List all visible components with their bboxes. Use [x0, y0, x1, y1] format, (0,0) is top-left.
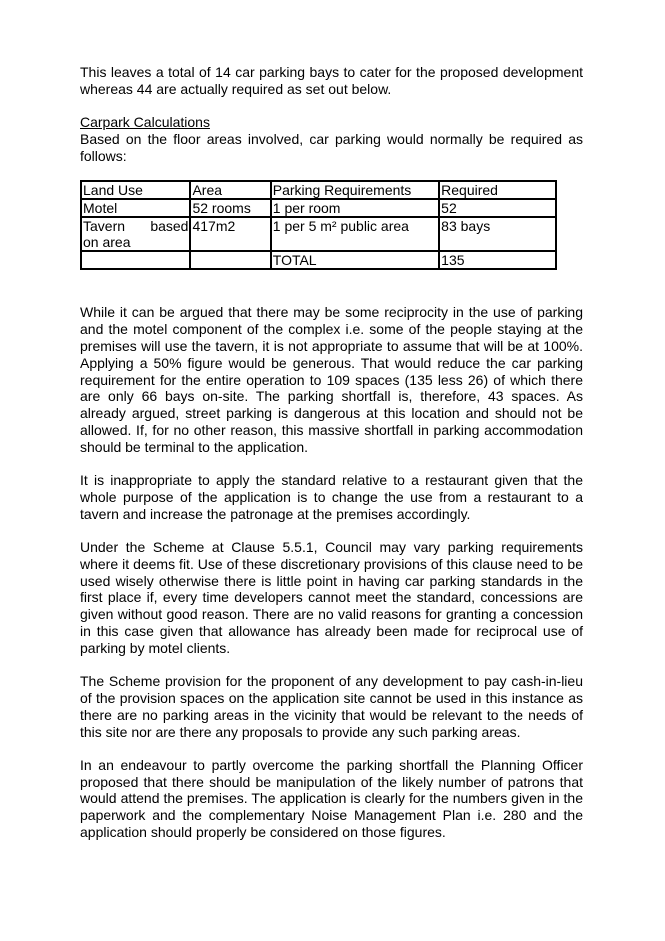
cell-tavern-required: 83 bays: [439, 217, 556, 251]
scheme-clause-paragraph: Under the Scheme at Clause 5.5.1, Council may vary parking requirements where it deems fit. Use of these discretionary provisions of this clause need to be used wisely otherwise there is little point in having car parking standards in the first place if, every time developers cannot meet the standard, concessions are given without good reason. There are no valid reasons for granting a concession in this case given that allowance has already been made for reciprocal use of parking by motel clients.: [80, 539, 583, 656]
cell-total-value: 135: [439, 251, 556, 269]
cell-motel-required: 52: [439, 199, 556, 217]
table-row-tavern: [81, 217, 556, 251]
cash-in-lieu-paragraph: The Scheme provision for the proponent of any development to pay cash-in-lieu of the provision spaces on the application site cannot be used in this instance as there are no parking areas in the vicinity that would be relevant to the needs of this site nor are there any proposals to provide any such parking areas.: [80, 673, 583, 740]
header-land-use: Land Use: [81, 181, 190, 199]
cell-total-blank-2: [190, 251, 270, 269]
table-header-row: [81, 181, 556, 199]
document-page: [80, 64, 583, 841]
header-parking-requirements: Parking Requirements: [271, 181, 439, 199]
cell-motel-land-use: Motel: [81, 199, 190, 217]
cell-motel-area: 52 rooms: [190, 199, 270, 217]
cell-total-label: TOTAL: [271, 251, 439, 269]
header-required: Required: [439, 181, 556, 199]
table-row-total: [81, 251, 556, 269]
reciprocity-paragraph: While it can be argued that there may be some reciprocity in the use of parking and the motel component of the complex i.e. some of the people staying at the premises will use the tavern, it is not appropriate to assume that will be at 100%. Applying a 50% figure would be generous. That would reduce the car parking requirement for the entire operation to 109 spaces (135 less 26) of which there are only 66 bays on-site. The parking shortfall is, therefore, 43 spaces. As already argued, street parking is dangerous at this location and should not be allowed. If, for no other reason, this massive shortfall in parking accommodation should be terminal to the application.: [80, 304, 583, 455]
carpark-intro-paragraph: Based on the floor areas involved, car parking would normally be required as follows:: [80, 130, 583, 164]
header-area: Area: [190, 181, 270, 199]
table-row-motel: [81, 199, 556, 217]
cell-motel-requirement: 1 per room: [271, 199, 439, 217]
tavern-word: Tavern: [83, 218, 126, 235]
parking-table: [80, 180, 557, 270]
endeavour-paragraph: In an endeavour to partly overcome the parking shortfall the Planning Officer proposed that there should be manipulation of the likely number of patrons that would attend the premises. The application is clearly for the numbers given in the paperwork and the complementary Noise Management Plan i.e. 280 and the application should properly be considered on those figures.: [80, 756, 583, 840]
cell-tavern-area: 417m2: [190, 217, 270, 251]
cell-tavern-requirement: 1 per 5 m² public area: [271, 217, 439, 251]
based-word: based: [150, 218, 189, 235]
restaurant-paragraph: It is inappropriate to apply the standard relative to a restaurant given that the whole purpose of the application is to change the use from a restaurant to a tavern and increase the patronage at the premises accordingly.: [80, 472, 583, 522]
tavern-line2: on area: [83, 234, 131, 251]
intro-paragraph: This leaves a total of 14 car parking bays to cater for the proposed development whereas 44 are actually required as set out below.: [80, 64, 583, 97]
carpark-heading: Carpark Calculations: [80, 114, 210, 131]
cell-tavern-land-use: [81, 217, 190, 251]
cell-total-blank-1: [81, 251, 190, 269]
